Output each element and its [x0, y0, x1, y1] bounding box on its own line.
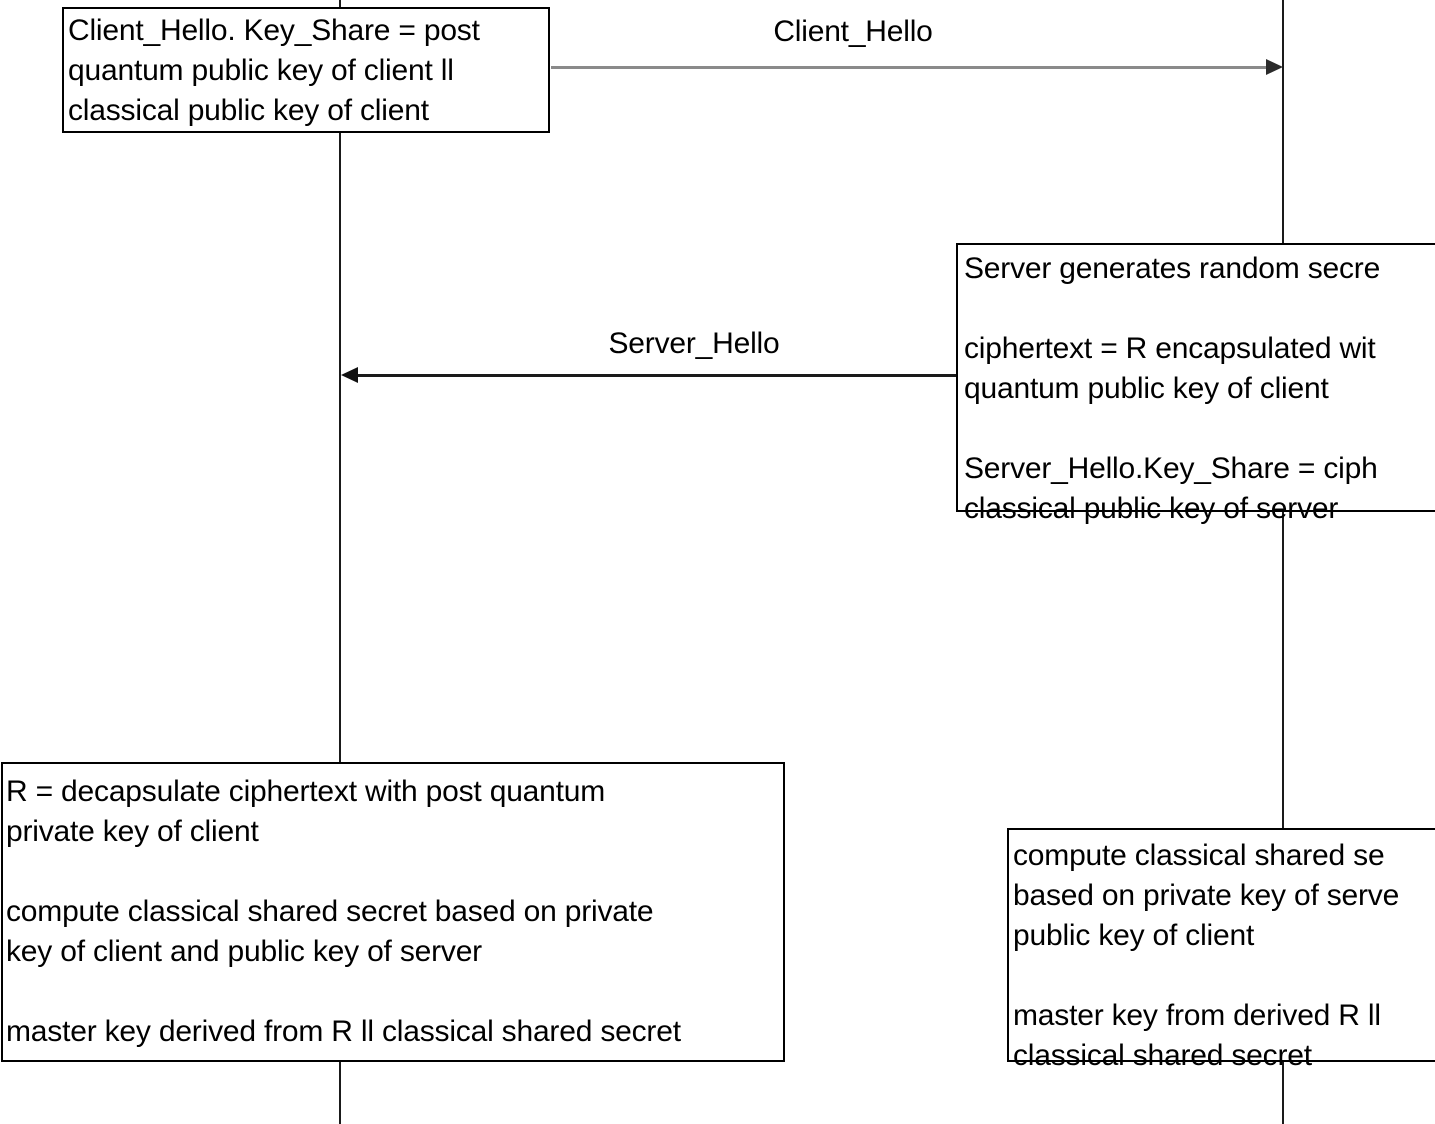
note-line: quantum public key of client ll [68, 54, 454, 87]
server-compute-note [1007, 828, 1435, 1072]
note-line: Client_Hello. Key_Share = post [68, 14, 480, 47]
server-hello-note [956, 243, 1435, 525]
server-lifeline-top [1282, 0, 1284, 243]
client-compute-note [1, 762, 785, 1062]
client-hello-arrow-line [551, 66, 1267, 69]
server-hello-arrow-line [352, 374, 956, 377]
note-line: quantum public key of client [964, 372, 1329, 405]
client-lifeline-bottom [339, 1062, 341, 1124]
note-line: master key from derived R ll [1013, 999, 1381, 1032]
note-line: key of client and public key of server [6, 935, 482, 968]
client-hello-message-label: Client_Hello [773, 15, 933, 48]
note-line [964, 289, 1435, 329]
note-line [964, 409, 1435, 449]
note-line [6, 852, 783, 892]
note-line: Server_Hello.Key_Share = ciph [964, 452, 1378, 485]
note-line: classical public key of server [964, 492, 1339, 525]
server-lifeline-middle [1282, 512, 1284, 828]
note-line: private key of client [6, 815, 259, 848]
note-line: master key derived from R ll classical shared secret [6, 1015, 681, 1048]
note-line [1013, 956, 1435, 996]
client-hello-arrowhead-icon [1266, 59, 1283, 75]
note-line: ciphertext = R encapsulated wit [964, 332, 1376, 365]
note-line: classical shared secret [1013, 1039, 1312, 1072]
note-line: public key of client [1013, 919, 1255, 952]
client-lifeline-middle [339, 133, 341, 762]
note-line [6, 972, 783, 1012]
server-hello-message-label: Server_Hello [608, 327, 780, 360]
note-line: based on private key of serve [1013, 879, 1400, 912]
server-hello-arrowhead-icon [341, 367, 358, 383]
note-line: compute classical shared secret based on private [6, 895, 654, 928]
note-line: R = decapsulate ciphertext with post quantum [6, 775, 606, 808]
note-line: classical public key of client [68, 94, 429, 127]
client-hello-note [62, 7, 550, 133]
note-line: Server generates random secre [964, 252, 1381, 285]
note-line: compute classical shared se [1013, 839, 1385, 872]
